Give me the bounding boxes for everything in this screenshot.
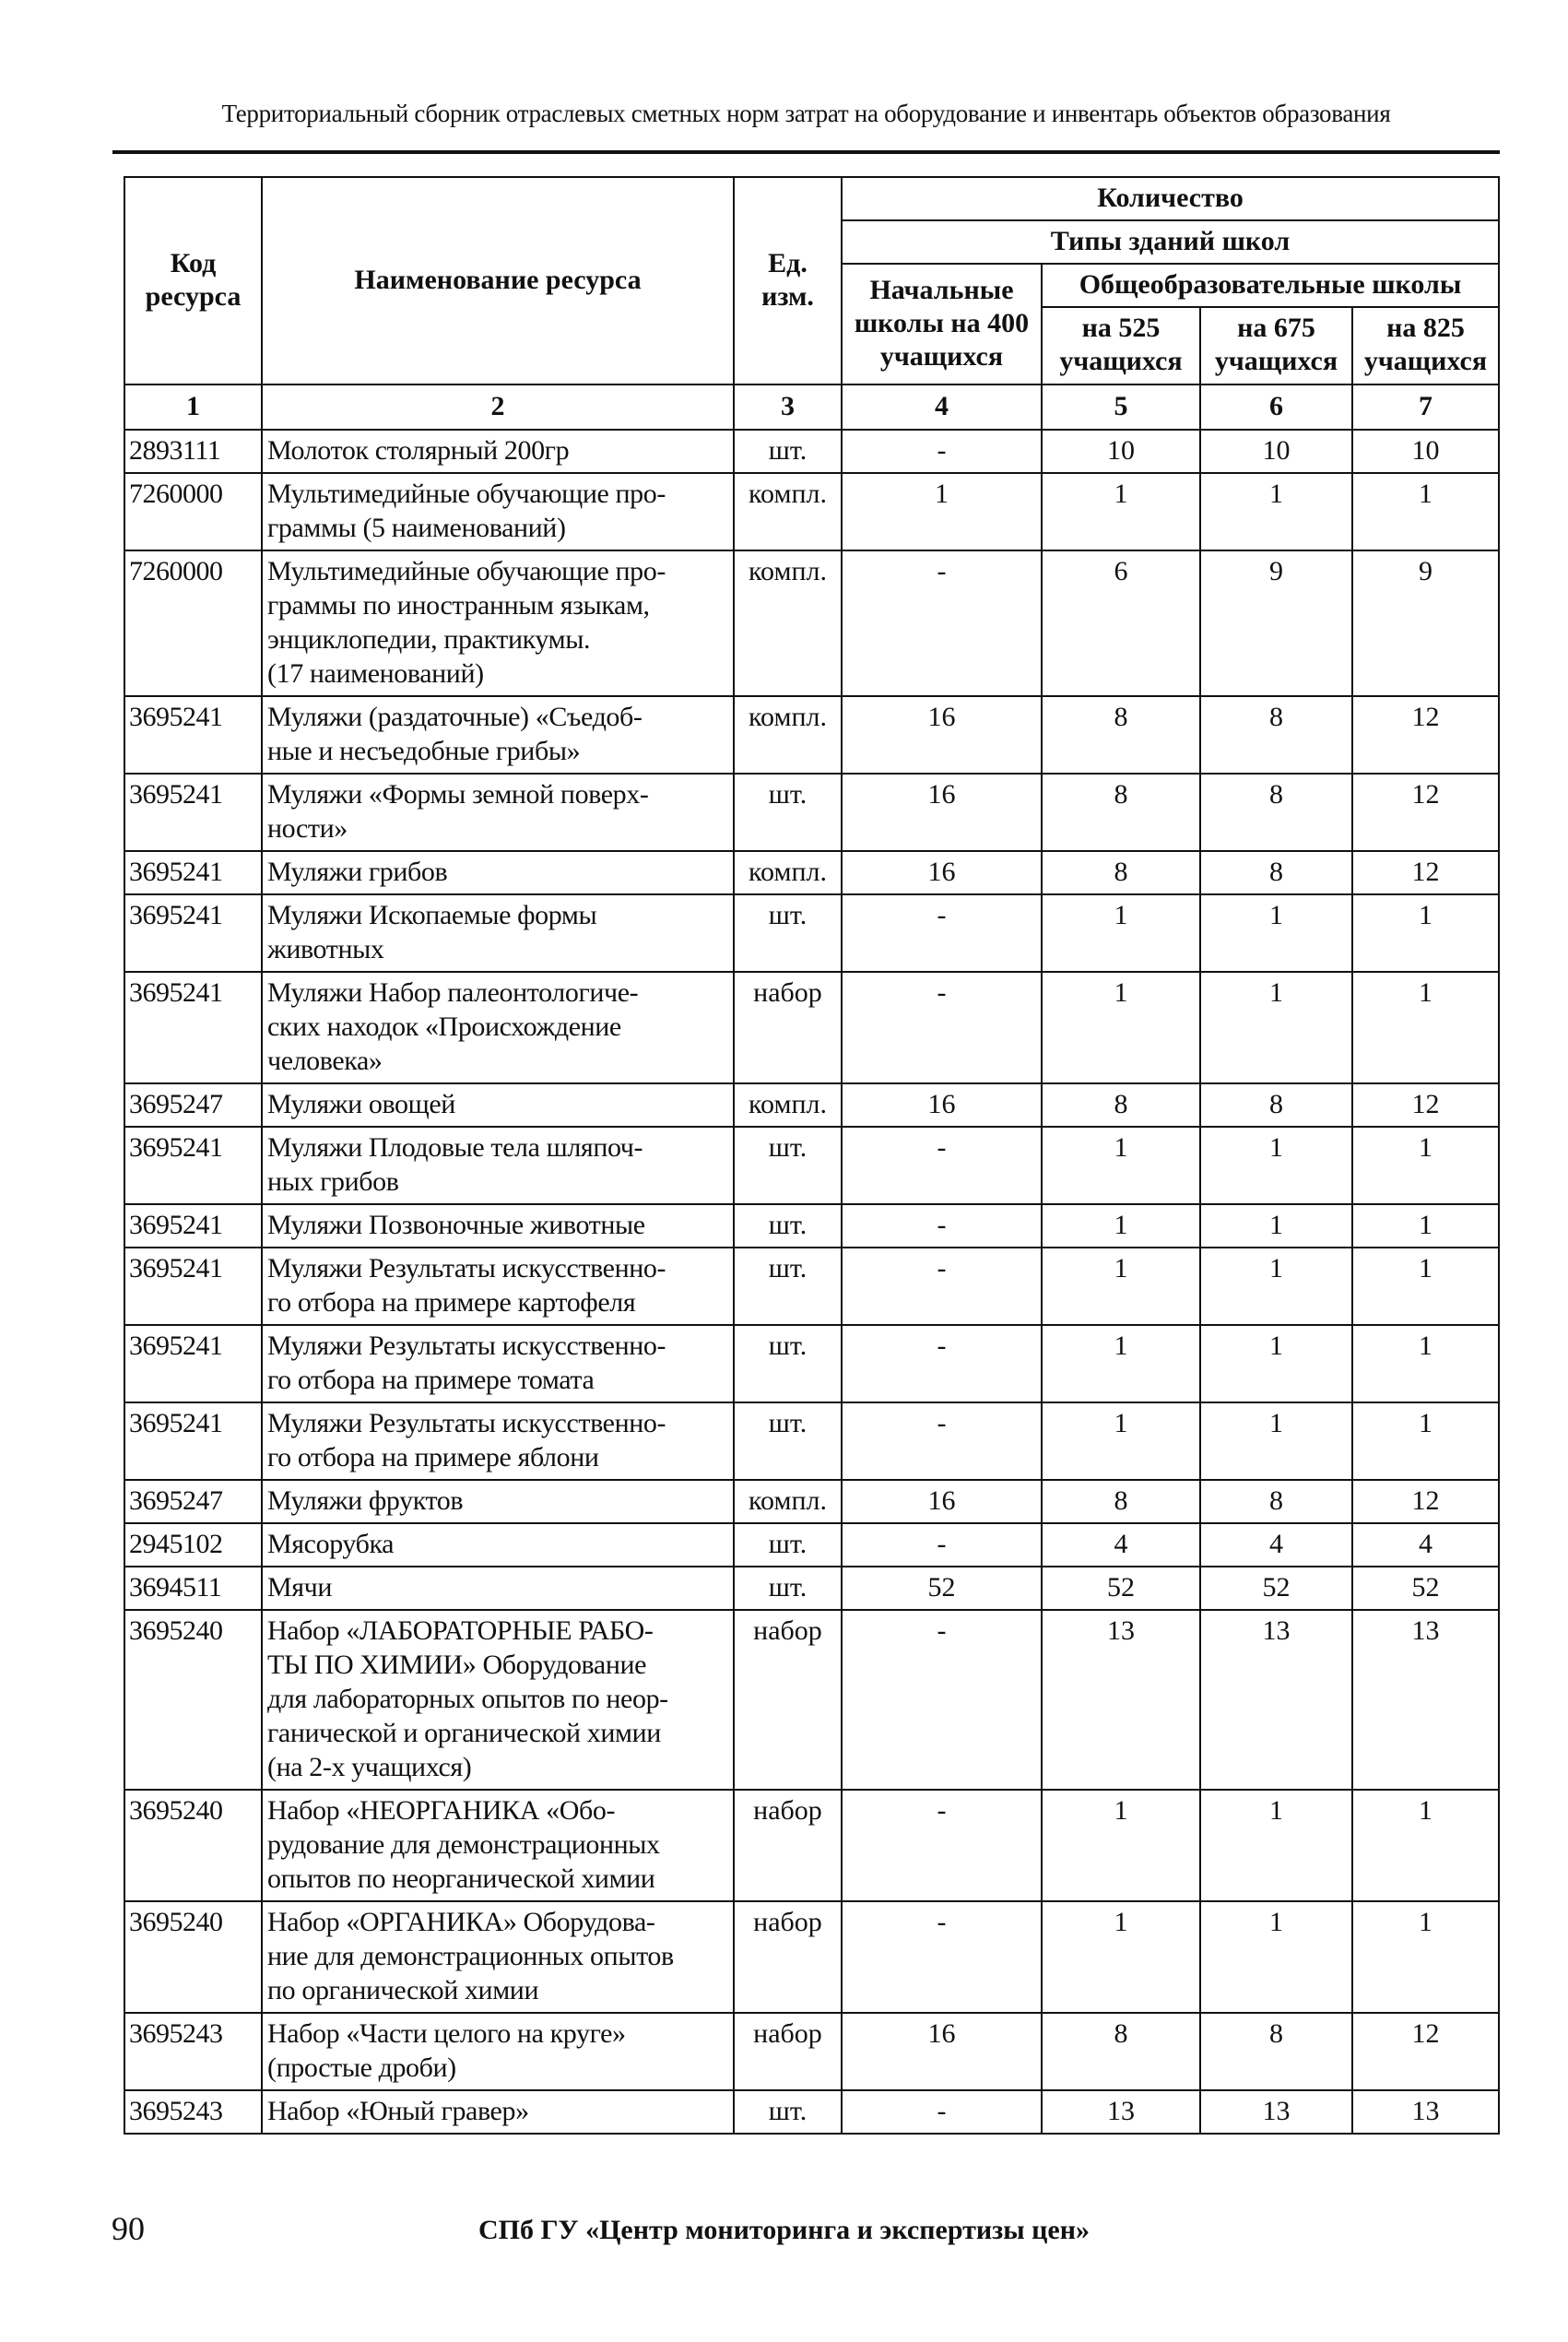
column-number: 3 bbox=[734, 384, 842, 430]
resource-code: 3695243 bbox=[124, 2013, 262, 2090]
qty-675: 52 bbox=[1200, 1567, 1352, 1610]
resource-code: 3695241 bbox=[124, 1204, 262, 1248]
qty-825: 12 bbox=[1352, 1480, 1499, 1523]
unit: набор bbox=[734, 1610, 842, 1790]
header-code: Код ресурса bbox=[124, 177, 262, 384]
header-unit: Ед. изм. bbox=[734, 177, 842, 384]
unit: шт. bbox=[734, 774, 842, 851]
resource-code: 3695241 bbox=[124, 1325, 262, 1402]
unit: компл. bbox=[734, 851, 842, 894]
qty-675: 9 bbox=[1200, 550, 1352, 696]
table-row bbox=[124, 1610, 1499, 1790]
qty-400: - bbox=[842, 972, 1042, 1083]
resource-code: 3694511 bbox=[124, 1567, 262, 1610]
qty-400: 1 bbox=[842, 473, 1042, 550]
resource-name: Мячи bbox=[262, 1567, 734, 1610]
table-row bbox=[124, 774, 1499, 851]
qty-675: 13 bbox=[1200, 1610, 1352, 1790]
header-building-types: Типы зданий школ bbox=[842, 220, 1499, 264]
qty-675: 1 bbox=[1200, 1248, 1352, 1325]
table-row bbox=[124, 1204, 1499, 1248]
table-row bbox=[124, 1127, 1499, 1204]
qty-825: 13 bbox=[1352, 1610, 1499, 1790]
resource-name: Муляжи (раздаточные) «Съедоб- ные и несъедобные грибы» bbox=[262, 696, 734, 774]
table-row bbox=[124, 1523, 1499, 1567]
qty-400: - bbox=[842, 430, 1042, 473]
qty-825: 12 bbox=[1352, 1083, 1499, 1127]
qty-400: - bbox=[842, 1127, 1042, 1204]
qty-400: - bbox=[842, 1204, 1042, 1248]
unit: набор bbox=[734, 1901, 842, 2013]
page-number: 90 bbox=[112, 2210, 145, 2247]
header-525: на 525 учащихся bbox=[1042, 307, 1200, 384]
header-825: на 825 учащихся bbox=[1352, 307, 1499, 384]
qty-825: 4 bbox=[1352, 1523, 1499, 1567]
qty-675: 1 bbox=[1200, 1204, 1352, 1248]
column-number: 5 bbox=[1042, 384, 1200, 430]
unit: набор bbox=[734, 2013, 842, 2090]
table-row bbox=[124, 1083, 1499, 1127]
table-row bbox=[124, 851, 1499, 894]
header-primary: Начальные школы на 400 учащихся bbox=[842, 264, 1042, 384]
unit: компл. bbox=[734, 1480, 842, 1523]
table-row bbox=[124, 894, 1499, 972]
qty-675: 13 bbox=[1200, 2090, 1352, 2134]
qty-525: 8 bbox=[1042, 696, 1200, 774]
unit: шт. bbox=[734, 1127, 842, 1204]
qty-400: 16 bbox=[842, 1083, 1042, 1127]
unit: компл. bbox=[734, 1083, 842, 1127]
resource-code: 3695240 bbox=[124, 1610, 262, 1790]
resource-name: Набор «ЛАБОРАТОРНЫЕ РАБО- ТЫ ПО ХИМИИ» Оборудование для лабораторных опытов по неор- ганической и органической химии (на 2-х учащихся) bbox=[262, 1610, 734, 1790]
qty-525: 1 bbox=[1042, 972, 1200, 1083]
qty-400: - bbox=[842, 1402, 1042, 1480]
qty-825: 12 bbox=[1352, 696, 1499, 774]
resource-code: 3695240 bbox=[124, 1790, 262, 1901]
qty-525: 13 bbox=[1042, 2090, 1200, 2134]
resource-code: 3695241 bbox=[124, 1127, 262, 1204]
resource-code: 3695247 bbox=[124, 1480, 262, 1523]
qty-675: 1 bbox=[1200, 1402, 1352, 1480]
qty-825: 1 bbox=[1352, 1901, 1499, 2013]
resource-name: Муляжи Плодовые тела шляпоч- ных грибов bbox=[262, 1127, 734, 1204]
column-number-row bbox=[124, 384, 1499, 430]
unit: шт. bbox=[734, 1325, 842, 1402]
qty-825: 1 bbox=[1352, 1204, 1499, 1248]
resource-code: 3695241 bbox=[124, 696, 262, 774]
running-head: Территориальный сборник отраслевых сметных норм затрат на оборудование и инвентарь объектов образования bbox=[221, 100, 1391, 127]
resource-name: Мясорубка bbox=[262, 1523, 734, 1567]
resource-name: Набор «НЕОРГАНИКА «Обо- рудование для демонстрационных опытов по неорганической химии bbox=[262, 1790, 734, 1901]
qty-400: - bbox=[842, 1248, 1042, 1325]
resource-code: 3695241 bbox=[124, 1248, 262, 1325]
unit: шт. bbox=[734, 1567, 842, 1610]
qty-825: 1 bbox=[1352, 894, 1499, 972]
qty-525: 6 bbox=[1042, 550, 1200, 696]
qty-825: 1 bbox=[1352, 1790, 1499, 1901]
unit: шт. bbox=[734, 894, 842, 972]
qty-525: 1 bbox=[1042, 1402, 1200, 1480]
resource-name: Набор «ОРГАНИКА» Оборудова- ние для демонстрационных опытов по органической химии bbox=[262, 1901, 734, 2013]
table-row bbox=[124, 2090, 1499, 2134]
qty-675: 8 bbox=[1200, 1083, 1352, 1127]
unit: шт. bbox=[734, 1248, 842, 1325]
qty-675: 8 bbox=[1200, 696, 1352, 774]
qty-825: 12 bbox=[1352, 2013, 1499, 2090]
qty-675: 1 bbox=[1200, 473, 1352, 550]
resource-code: 3695241 bbox=[124, 894, 262, 972]
table-row bbox=[124, 696, 1499, 774]
resource-code: 3695243 bbox=[124, 2090, 262, 2134]
table-row bbox=[124, 972, 1499, 1083]
qty-825: 10 bbox=[1352, 430, 1499, 473]
qty-525: 8 bbox=[1042, 1480, 1200, 1523]
qty-400: - bbox=[842, 1523, 1042, 1567]
header-name: Наименование ресурса bbox=[262, 177, 734, 384]
qty-675: 10 bbox=[1200, 430, 1352, 473]
qty-525: 13 bbox=[1042, 1610, 1200, 1790]
table-row bbox=[124, 430, 1499, 473]
resource-name: Муляжи Ископаемые формы животных bbox=[262, 894, 734, 972]
resource-code: 3695241 bbox=[124, 774, 262, 851]
qty-400: - bbox=[842, 1901, 1042, 2013]
resource-name: Муляжи фруктов bbox=[262, 1480, 734, 1523]
qty-400: - bbox=[842, 550, 1042, 696]
resource-name: Муляжи Результаты искусственно- го отбора на примере картофеля bbox=[262, 1248, 734, 1325]
unit: набор bbox=[734, 1790, 842, 1901]
table-row bbox=[124, 1567, 1499, 1610]
resource-name: Муляжи Позвоночные животные bbox=[262, 1204, 734, 1248]
column-number: 1 bbox=[124, 384, 262, 430]
header-quantity: Количество bbox=[842, 177, 1499, 220]
qty-400: 16 bbox=[842, 851, 1042, 894]
qty-825: 12 bbox=[1352, 851, 1499, 894]
qty-675: 1 bbox=[1200, 1325, 1352, 1402]
publisher-footer: СПб ГУ «Центр мониторинга и экспертизы цен» bbox=[477, 2215, 1091, 2245]
column-number: 4 bbox=[842, 384, 1042, 430]
qty-525: 1 bbox=[1042, 1204, 1200, 1248]
qty-525: 1 bbox=[1042, 1248, 1200, 1325]
table-row bbox=[124, 1901, 1499, 2013]
qty-675: 1 bbox=[1200, 894, 1352, 972]
qty-525: 1 bbox=[1042, 894, 1200, 972]
resource-code: 7260000 bbox=[124, 473, 262, 550]
resource-name: Муляжи «Формы земной поверх- ности» bbox=[262, 774, 734, 851]
qty-525: 8 bbox=[1042, 774, 1200, 851]
resource-code: 3695241 bbox=[124, 851, 262, 894]
qty-525: 1 bbox=[1042, 1790, 1200, 1901]
qty-400: 16 bbox=[842, 696, 1042, 774]
qty-525: 1 bbox=[1042, 1325, 1200, 1402]
qty-400: 52 bbox=[842, 1567, 1042, 1610]
qty-825: 1 bbox=[1352, 1127, 1499, 1204]
unit: набор bbox=[734, 972, 842, 1083]
qty-675: 8 bbox=[1200, 1480, 1352, 1523]
resource-name: Муляжи Набор палеонтологиче- ских находок «Происхождение человека» bbox=[262, 972, 734, 1083]
resource-name: Муляжи овощей bbox=[262, 1083, 734, 1127]
qty-525: 8 bbox=[1042, 1083, 1200, 1127]
qty-675: 8 bbox=[1200, 2013, 1352, 2090]
qty-825: 1 bbox=[1352, 1248, 1499, 1325]
qty-400: - bbox=[842, 2090, 1042, 2134]
table-row bbox=[124, 1480, 1499, 1523]
qty-400: 16 bbox=[842, 2013, 1042, 2090]
qty-825: 13 bbox=[1352, 2090, 1499, 2134]
qty-825: 12 bbox=[1352, 774, 1499, 851]
resource-name: Набор «Части целого на круге» (простые дроби) bbox=[262, 2013, 734, 2090]
table-row bbox=[124, 1248, 1499, 1325]
column-number: 7 bbox=[1352, 384, 1499, 430]
unit: шт. bbox=[734, 430, 842, 473]
resource-name: Муляжи Результаты искусственно- го отбора на примере томата bbox=[262, 1325, 734, 1402]
resource-code: 3695240 bbox=[124, 1901, 262, 2013]
table-row bbox=[124, 2013, 1499, 2090]
qty-675: 1 bbox=[1200, 972, 1352, 1083]
column-number: 6 bbox=[1200, 384, 1352, 430]
unit: шт. bbox=[734, 1204, 842, 1248]
resource-name: Мультимедийные обучающие про- граммы по иностранным языкам, энциклопедии, практикумы. (17 наименований) bbox=[262, 550, 734, 696]
qty-400: 16 bbox=[842, 1480, 1042, 1523]
column-number: 2 bbox=[262, 384, 734, 430]
table-row bbox=[124, 550, 1499, 696]
qty-400: - bbox=[842, 894, 1042, 972]
unit: шт. bbox=[734, 2090, 842, 2134]
unit: компл. bbox=[734, 696, 842, 774]
unit: шт. bbox=[734, 1523, 842, 1567]
resource-name: Набор «Юный гравер» bbox=[262, 2090, 734, 2134]
qty-400: - bbox=[842, 1610, 1042, 1790]
resource-code: 2945102 bbox=[124, 1523, 262, 1567]
resource-name: Муляжи Результаты искусственно- го отбора на примере яблони bbox=[262, 1402, 734, 1480]
unit: компл. bbox=[734, 550, 842, 696]
header-general: Общеобразовательные школы bbox=[1042, 264, 1499, 307]
qty-525: 8 bbox=[1042, 2013, 1200, 2090]
qty-400: - bbox=[842, 1325, 1042, 1402]
qty-525: 4 bbox=[1042, 1523, 1200, 1567]
qty-400: - bbox=[842, 1790, 1042, 1901]
qty-825: 9 bbox=[1352, 550, 1499, 696]
resource-code: 7260000 bbox=[124, 550, 262, 696]
resource-norms-table bbox=[124, 176, 1500, 2135]
resource-name: Муляжи грибов bbox=[262, 851, 734, 894]
resource-code: 3695241 bbox=[124, 972, 262, 1083]
table-row bbox=[124, 1402, 1499, 1480]
qty-675: 8 bbox=[1200, 851, 1352, 894]
resource-name: Мультимедийные обучающие про- граммы (5 наименований) bbox=[262, 473, 734, 550]
table-row bbox=[124, 473, 1499, 550]
unit: шт. bbox=[734, 1402, 842, 1480]
qty-525: 8 bbox=[1042, 851, 1200, 894]
header-rule bbox=[112, 150, 1500, 154]
qty-400: 16 bbox=[842, 774, 1042, 851]
qty-825: 1 bbox=[1352, 972, 1499, 1083]
table-row bbox=[124, 1790, 1499, 1901]
qty-825: 1 bbox=[1352, 1325, 1499, 1402]
qty-825: 1 bbox=[1352, 473, 1499, 550]
qty-525: 1 bbox=[1042, 473, 1200, 550]
qty-675: 1 bbox=[1200, 1901, 1352, 2013]
header-675: на 675 учащихся bbox=[1200, 307, 1352, 384]
qty-525: 10 bbox=[1042, 430, 1200, 473]
table-row bbox=[124, 1325, 1499, 1402]
qty-525: 1 bbox=[1042, 1127, 1200, 1204]
qty-675: 8 bbox=[1200, 774, 1352, 851]
qty-825: 52 bbox=[1352, 1567, 1499, 1610]
resource-code: 3695247 bbox=[124, 1083, 262, 1127]
qty-825: 1 bbox=[1352, 1402, 1499, 1480]
qty-675: 4 bbox=[1200, 1523, 1352, 1567]
resource-name: Молоток столярный 200гр bbox=[262, 430, 734, 473]
qty-525: 52 bbox=[1042, 1567, 1200, 1610]
qty-525: 1 bbox=[1042, 1901, 1200, 2013]
qty-675: 1 bbox=[1200, 1790, 1352, 1901]
resource-code: 2893111 bbox=[124, 430, 262, 473]
resource-code: 3695241 bbox=[124, 1402, 262, 1480]
unit: компл. bbox=[734, 473, 842, 550]
qty-675: 1 bbox=[1200, 1127, 1352, 1204]
